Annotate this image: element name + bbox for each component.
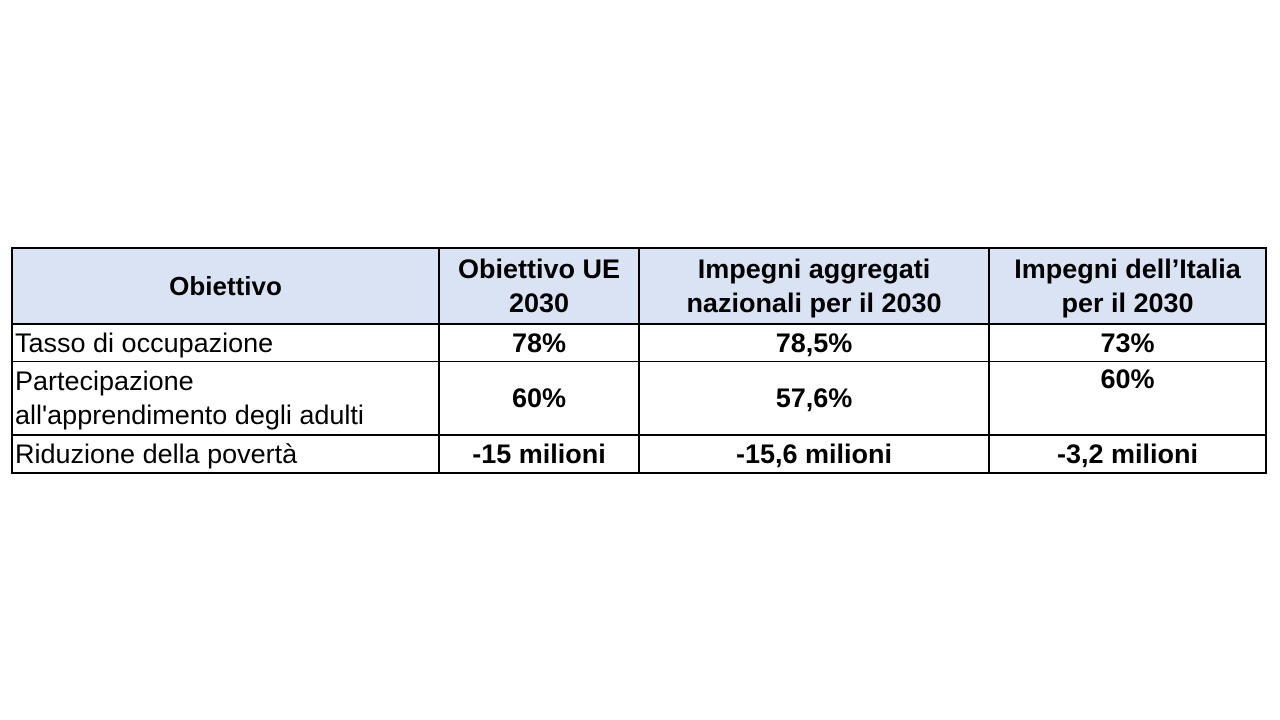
cell-italy: 73%	[989, 324, 1266, 362]
table-row	[12, 435, 1266, 473]
cell-eu-target: 78%	[439, 324, 639, 362]
cell-eu-target: -15 milioni	[439, 435, 639, 473]
table-row	[12, 362, 1266, 436]
row-label-tasso-occupazione: Tasso di occupazione	[12, 324, 439, 362]
cell-italy: -3,2 milioni	[1056, 439, 1199, 469]
header-obiettivo-ue-2030: Obiettivo UE 2030	[439, 248, 639, 324]
eu-2030-targets-table	[11, 247, 1267, 474]
header-obiettivo: Obiettivo	[12, 248, 439, 324]
row-label-line-1: Partecipazione	[15, 366, 194, 396]
cell-italy: 60%	[989, 362, 1266, 436]
row-label-partecipazione-apprendimento	[12, 362, 439, 436]
header-impegni-aggregati-nazionali: Impegni aggregati nazionali per il 2030	[639, 248, 989, 324]
cell-eu-target: 60%	[439, 362, 639, 436]
cell-national-aggregate: -15,6 milioni	[639, 435, 989, 473]
cell-national-aggregate: 57,6%	[639, 362, 989, 436]
cell-national-aggregate: 78,5%	[639, 324, 989, 362]
header-impegni-italia: Impegni dell’Italia per il 2030	[989, 248, 1266, 324]
table-header-row	[12, 248, 1266, 324]
row-label-line-2: all'apprendimento degli adulti	[15, 400, 364, 430]
row-label-riduzione-poverta: Riduzione della povertà	[12, 435, 439, 473]
table-row	[12, 324, 1266, 362]
